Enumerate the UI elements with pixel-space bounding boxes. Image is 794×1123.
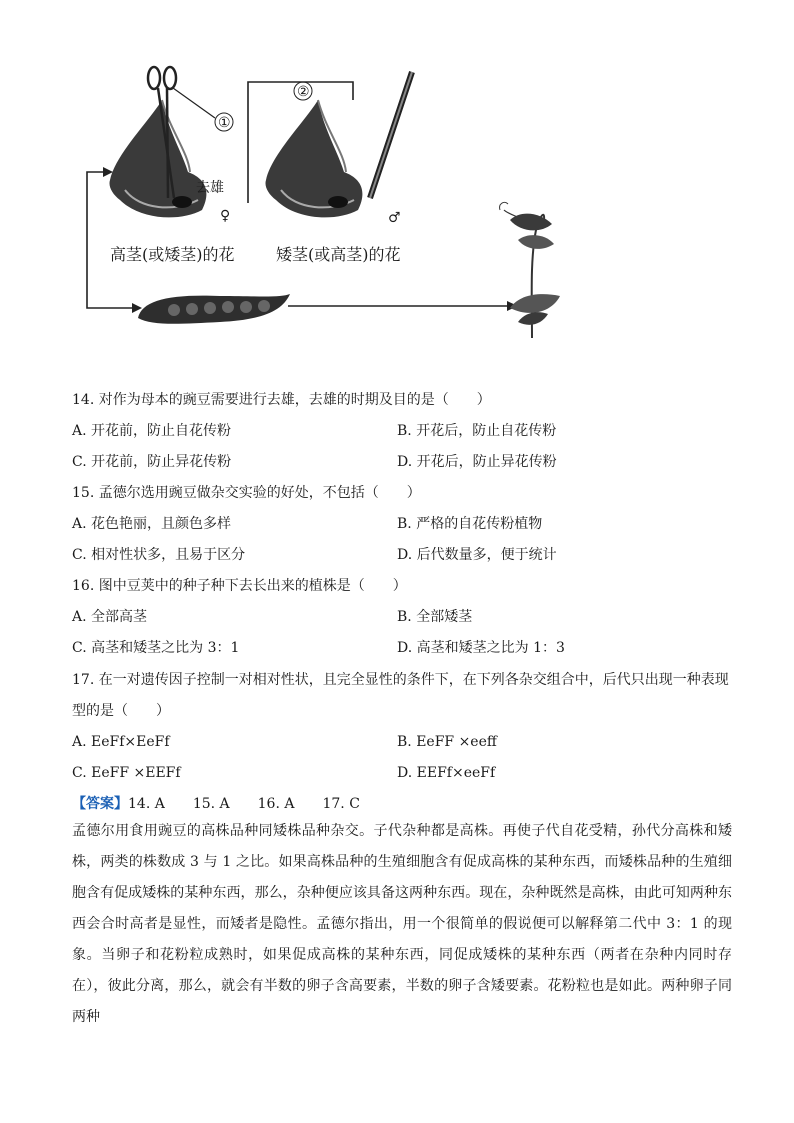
question-16-stem: 16. 图中豆荚中的种子种下去长出来的植株是（ ） [72, 578, 407, 594]
q16-option-d: D. 高茎和矮茎之比为 1：3 [397, 640, 565, 656]
brush-icon [370, 72, 412, 198]
q17-option-b: B. EeFF ×eeff [397, 734, 497, 750]
question-17-stem-cont: 型的是（ ） [72, 703, 170, 719]
q14-option-a: A. 开花前，防止自花传粉 [72, 423, 232, 439]
q15-option-b: B. 严格的自花传粉植物 [397, 516, 543, 532]
q16-option-c: C. 高茎和矮茎之比为 3：1 [72, 640, 240, 656]
answer-text: 14. A 15. A 16. A 17. C [128, 796, 360, 812]
left-flower-label: 高茎(或矮茎)的花 [110, 245, 235, 264]
q16-option-a: A. 全部高茎 [72, 609, 148, 625]
q15-option-a: A. 花色艳丽，且颜色多样 [72, 516, 232, 532]
q14-option-d: D. 开花后，防止异花传粉 [397, 454, 557, 470]
q17-option-a: A. EeFf×EeFf [72, 734, 170, 750]
pea-plant [500, 202, 560, 338]
explanation-paragraph: 孟德尔用食用豌豆的高株品种同矮株品种杂交。子代杂种都是高株。再使子代自花受精，孙代分高株和矮株，两类的株数成 3 与 1 之比。如果高株品种的生殖细胞含有促成高株的某种东西，而矮株品种的生殖细胞含有促成矮株的某种东西，那么，杂种便应该具备这两种东西。现在，杂种既然是高株，由此可知两种东西会合时高者是显性，而矮者是隐性。孟德尔指出，用一个很简单的假说便可以解释第二代中 3：1 的现象。当卵子和花粉粒成熟时，如果促成高株的某种东西，同促成矮株的某种东西（两者在杂种内同时存在），彼此分离，那么，就会有半数的卵子含高要素，半数的卵子含矮要素。花粉粒也是如此。两种卵子同两种 [72, 823, 732, 1025]
q17-option-d: D. EEFf×eeFf [397, 765, 496, 781]
female-symbol: ♀ [220, 208, 231, 224]
male-symbol: ♂ [388, 210, 401, 226]
left-flower [109, 100, 206, 217]
q14-option-c: C. 开花前，防止异花传粉 [72, 454, 232, 470]
q17-option-c: C. EeFF ×EEFf [72, 765, 181, 781]
question-15-stem: 15. 孟德尔选用豌豆做杂交实验的好处，不包括（ ） [72, 485, 421, 501]
pod-arrow-head [132, 303, 142, 313]
q16-option-b: B. 全部矮茎 [397, 609, 473, 625]
answer-tag: 【答案】 [72, 796, 128, 812]
step-1-label: ① [218, 115, 231, 131]
q15-option-d: D. 后代数量多，便于统计 [397, 547, 557, 563]
answer-line [72, 794, 360, 814]
q15-option-c: C. 相对性状多，且易于区分 [72, 547, 246, 563]
question-17-stem: 17. 在一对遗传因子控制一对相对性状，且完全显性的条件下，在下列各杂交组合中，后代只出现一种表现 [72, 672, 729, 688]
emasculate-label: 去雄 [196, 180, 224, 196]
step-2-label: ② [297, 84, 310, 100]
question-14-stem: 14. 对作为母本的豌豆需要进行去雄，去雄的时期及目的是（ ） [72, 392, 491, 408]
q14-option-b: B. 开花后，防止自花传粉 [397, 423, 557, 439]
pea-pod [138, 294, 290, 324]
right-flower-label: 矮茎(或高茎)的花 [276, 245, 401, 264]
right-flower [265, 100, 362, 217]
pea-hybridization-figure [70, 60, 590, 350]
